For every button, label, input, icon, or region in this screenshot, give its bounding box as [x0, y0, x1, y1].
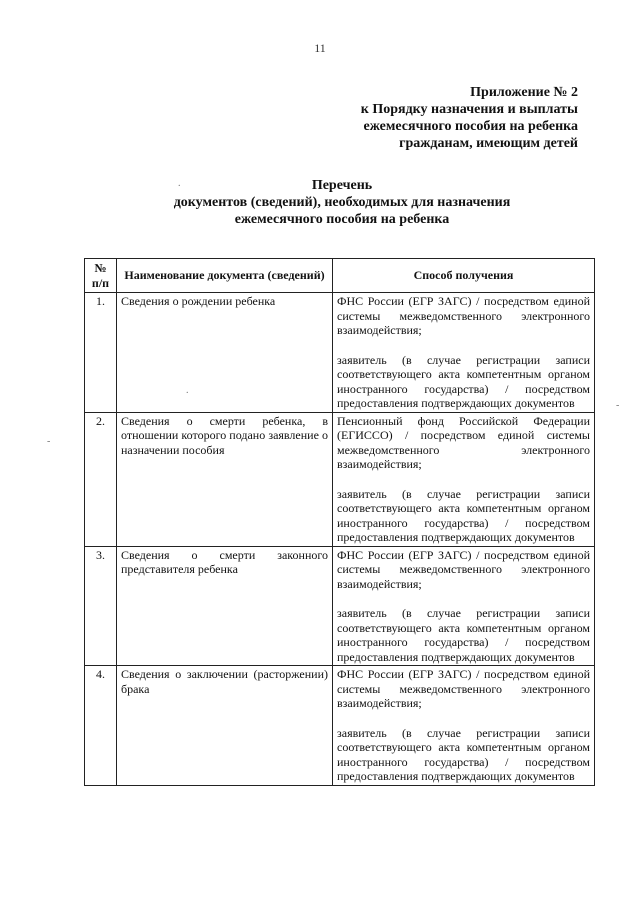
list-title-line: документов (сведений), необходимых для назначения: [173, 195, 511, 210]
table-row: [85, 666, 595, 786]
method-interagency: ФНС России (ЕГР ЗАГС) / посредством единой системы межведомственного электронного взаимодействия;: [337, 294, 590, 337]
appendix-line: к Порядку назначения и выплаты: [360, 102, 578, 117]
appendix-line: ежемесячного пособия на ребенка: [363, 119, 578, 134]
row-number: 3.: [85, 546, 117, 666]
row-number: 2.: [85, 412, 117, 546]
method-interagency: ФНС России (ЕГР ЗАГС) / посредством единой системы межведомственного электронного взаимодействия;: [337, 547, 590, 591]
list-title-line: ежемесячного пособия на ребенка: [234, 212, 450, 227]
documents-table: [84, 258, 595, 786]
document-name: Сведения о смерти ребенка, в отношении которого подано заявление о назначении пособия: [117, 412, 333, 546]
scan-speck: .: [178, 178, 181, 189]
scan-speck: -: [616, 400, 620, 411]
row-number: 1.: [85, 293, 117, 413]
document-name: Сведения о заключении (расторжении) брака: [117, 666, 333, 786]
header-num: № п/п: [85, 259, 117, 293]
document-name: Сведения о рождении ребенка: [117, 293, 333, 413]
appendix-line: Приложение № 2: [470, 85, 578, 100]
appendix-heading: [361, 84, 578, 152]
method-cell: [333, 666, 595, 786]
table-row: [85, 293, 595, 413]
method-cell: [333, 293, 595, 413]
document-name: Сведения о смерти законного представителя ребенка: [117, 546, 333, 666]
row-number: 4.: [85, 666, 117, 786]
scan-speck: .: [186, 385, 189, 396]
list-title-line: Перечень: [311, 178, 373, 193]
table-row: [85, 412, 595, 546]
method-interagency: ФНС России (ЕГР ЗАГС) / посредством единой системы межведомственного электронного взаимодействия;: [337, 667, 590, 710]
list-title: [0, 177, 640, 228]
header-method: Способ получения: [333, 259, 595, 293]
scan-speck: -: [47, 436, 51, 447]
method-cell: [333, 412, 595, 546]
method-cell: [333, 546, 595, 666]
method-applicant: заявитель (в случае регистрации записи соответствующего акта компетентным органом иностранного государства) / посредством предоставления подтверждающих документов: [337, 725, 590, 783]
method-applicant: заявитель (в случае регистрации записи соответствующего акта компетентным органом иностранного государства) / посредством предоставления подтверждающих документов: [337, 486, 590, 544]
page-number: 11: [314, 41, 326, 55]
method-applicant: заявитель (в случае регистрации записи соответствующего акта компетентным органом иностранного государства) / посредством предоставления подтверждающих документов: [337, 352, 590, 410]
method-interagency: Пенсионный фонд Российской Федерации (ЕГИССО) / посредством единой системы межведомственного электронного взаимодействия;: [337, 413, 590, 471]
appendix-line: гражданам, имеющим детей: [399, 136, 578, 151]
header-name: Наименование документа (сведений): [117, 259, 333, 293]
table-row: [85, 546, 595, 666]
table-header-row: [85, 259, 595, 293]
method-applicant: заявитель (в случае регистрации записи соответствующего акта компетентным органом иностранного государства) / посредством предоставления подтверждающих документов: [337, 606, 590, 664]
